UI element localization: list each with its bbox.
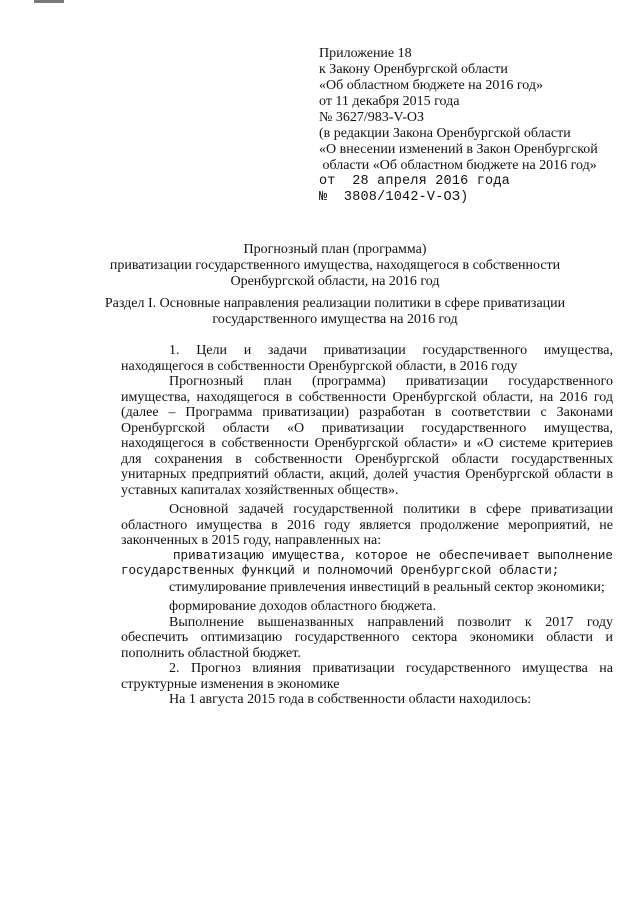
header-line-typed-date: от 28 апреля 2016 года — [319, 174, 510, 189]
paragraph-forecast-heading: 2. Прогноз влияния приватизации государственного имущества на структурные изменения в экономике — [121, 661, 613, 692]
section-line: Раздел I. Основные направления реализации политики в сфере приватизации — [104, 296, 566, 311]
paragraph-goals-heading: 1. Цели и задачи приватизации государственного имущества, находящегося в собственности Оренбургской области, в 2016 году — [121, 343, 613, 374]
header-line: «Об областном бюджете на 2016 год» — [319, 78, 543, 93]
header-line-typed-number: № 3808/1042-V-ОЗ) — [319, 190, 469, 205]
paragraph-main-task: Основной задачей государственной политики в сфере приватизации областного имущества в 2016 году является продолжение мероприятий, не законченных в 2015 году, направленных на: — [121, 502, 613, 548]
title-line: Прогнозный план (программа) — [243, 242, 427, 257]
document-title — [100, 242, 570, 290]
paragraph-task-item: приватизацию имущества, которое не обеспечивает выполнение государственных функций и полномочий Оренбургской области; — [121, 548, 613, 578]
section-line: государственного имущества на 2016 год — [212, 312, 458, 327]
scan-edge-mark — [34, 0, 64, 3]
header-line: к Закону Оренбургской области — [319, 62, 508, 77]
paragraph-task-item: формирование доходов областного бюджета. — [169, 599, 437, 614]
title-line: приватизации государственного имущества, находящегося в собственности — [109, 258, 561, 273]
header-line: № 3627/983-V-ОЗ — [319, 110, 425, 125]
header-line: Приложение 18 — [319, 46, 412, 61]
paragraph-task-item: стимулирование привлечения инвестиций в реальный сектор экономики; — [169, 579, 605, 595]
paragraph-program-basis: Прогнозный план (программа) приватизации государственного имущества, находящегося в собственности Оренбургской области, на 2016 год (далее – Программа приватизации) разработан в соответствии с Законами Оренбургской области «О приватизации государственного имущества, находящегося в собственности Оренбургской области» и «О системе критериев для сохранения в собственности Оренбургской области государственных унитарных предприятий области, акций, долей участия Оренбургской области в уставных капиталах хозяйственных обществ». — [121, 374, 613, 498]
header-line: (в редакции Закона Оренбургской области — [319, 126, 571, 141]
title-line: Оренбургской области, на 2016 год — [230, 274, 440, 289]
appendix-header — [319, 46, 629, 206]
header-line: «О внесении изменений в Закон Оренбургской — [319, 142, 598, 157]
document-body — [121, 343, 613, 708]
header-line: от 11 декабря 2015 года — [319, 94, 460, 109]
header-line: области «Об областном бюджете на 2016 год» — [319, 158, 597, 173]
paragraph-property-intro: На 1 августа 2015 года в собственности области находилось: — [169, 692, 532, 707]
section-heading — [100, 296, 570, 328]
paragraph-outcome: Выполнение вышеназванных направлений позволит к 2017 году обеспечить оптимизацию государственного сектора экономики области и пополнить областной бюджет. — [121, 614, 613, 661]
